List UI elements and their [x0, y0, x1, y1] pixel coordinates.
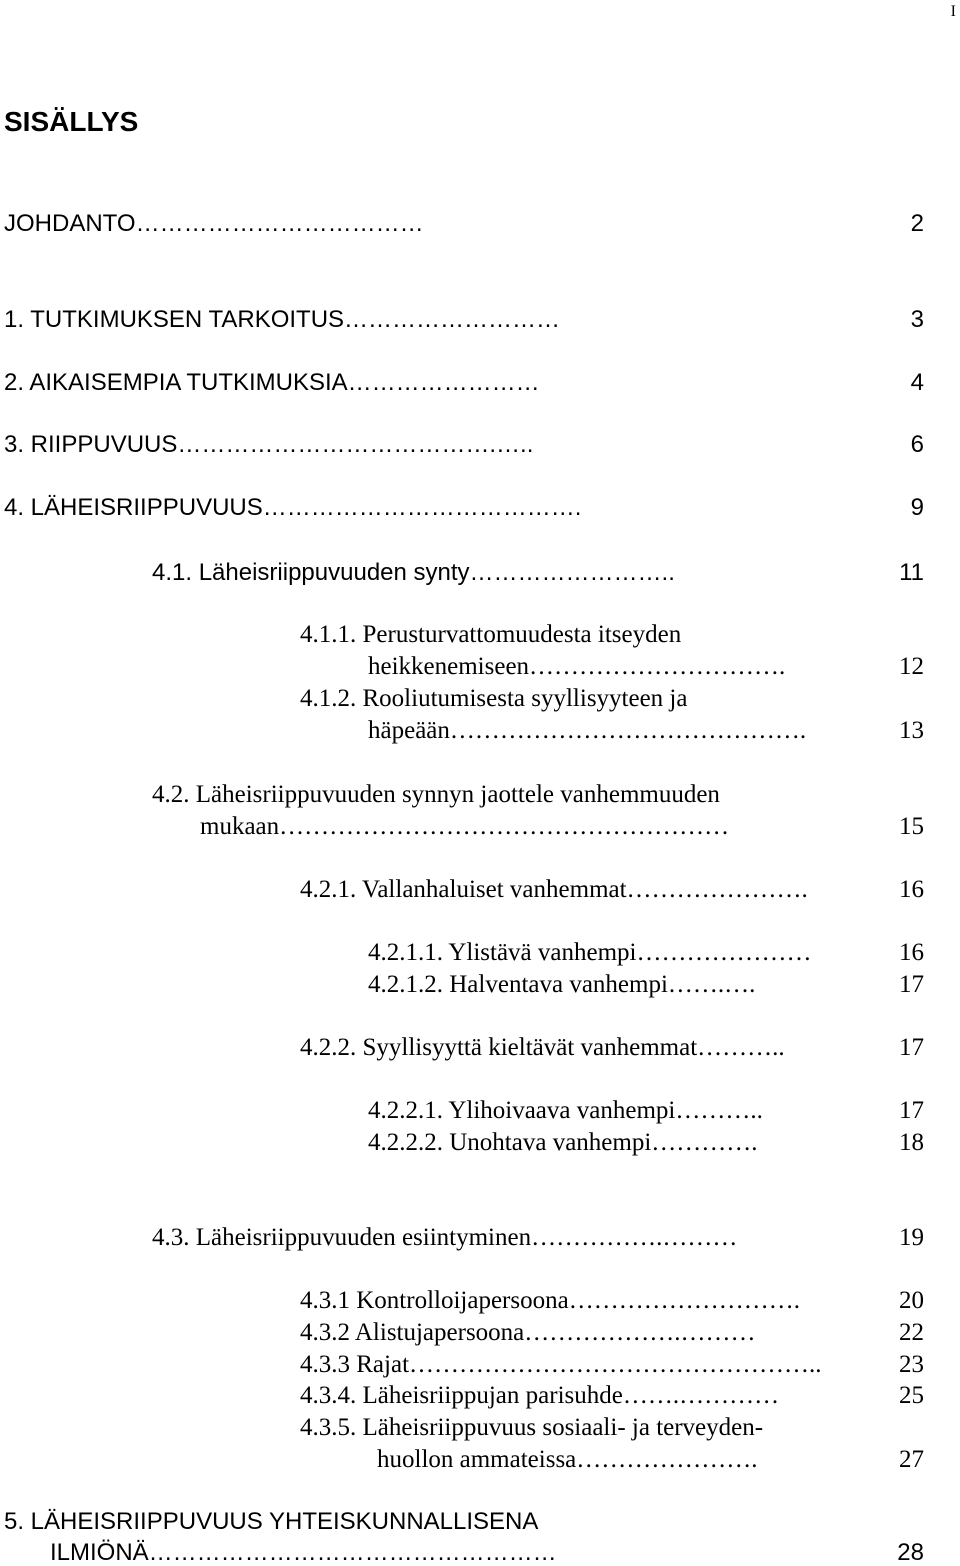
toc-page-number: 23	[899, 1351, 924, 1378]
toc-entry[interactable]: heikkenemiseen………………………….	[368, 653, 786, 680]
toc-page-number: 3	[910, 306, 924, 333]
toc-entry[interactable]: 4.1.2. Rooliutumisesta syyllisyyteen ja	[300, 685, 688, 712]
toc-page-number: 16	[899, 939, 924, 966]
toc-entry[interactable]: 4.3.3 Rajat…………………………………………..	[300, 1351, 822, 1378]
toc-entry[interactable]: 2. AIKAISEMPIA TUTKIMUKSIA……………………	[4, 369, 540, 396]
toc-entry[interactable]: 4.2.1. Vallanhaluiset vanhemmat………………….	[300, 876, 808, 903]
page-title: SISÄLLYS	[4, 106, 139, 137]
toc-page-number: 19	[899, 1224, 924, 1251]
toc-entry[interactable]: JOHDANTO………………………………	[4, 210, 424, 237]
toc-entry[interactable]: 4.1.1. Perusturvattomuudesta itseyden	[300, 621, 682, 648]
toc-page-number: 22	[899, 1319, 924, 1346]
toc-entry[interactable]: 4.3.5. Läheisriippuvuus sosiaali- ja terveyden-	[300, 1414, 764, 1441]
toc-page-number: 2	[910, 210, 924, 237]
toc-entry[interactable]: häpeään…………………………………….	[368, 717, 807, 744]
toc-entry[interactable]: 4. LÄHEISRIIPPUVUUS………………………………….	[4, 494, 582, 521]
toc-page-number: 17	[899, 1034, 924, 1061]
toc-page-number: 25	[899, 1382, 924, 1409]
toc-page-number: 16	[899, 876, 924, 903]
toc-entry[interactable]: mukaan………………………………………………	[200, 813, 730, 840]
toc-page-number: 17	[899, 1097, 924, 1124]
toc-page-number: 6	[910, 431, 924, 458]
toc-page-number: 13	[899, 717, 924, 744]
toc-entry[interactable]: huollon ammateissa………………….	[377, 1446, 758, 1473]
toc-page-number: 12	[899, 653, 924, 680]
toc-entry[interactable]: 4.3.1 Kontrolloijapersoona……………………….	[300, 1287, 800, 1314]
toc-page-number: 17	[899, 971, 924, 998]
toc-entry[interactable]: 4.2.2.1. Ylihoivaava vanhempi………..	[368, 1097, 763, 1124]
toc-page-number: 15	[899, 813, 924, 840]
toc-page-number: 20	[899, 1287, 924, 1314]
toc-entry[interactable]: 4.2. Läheisriippuvuuden synnyn jaottele vanhemmuuden	[152, 781, 720, 808]
toc-entry[interactable]: 1. TUTKIMUKSEN TARKOITUS………………………	[4, 306, 561, 333]
toc-page-number: 18	[899, 1129, 924, 1156]
toc-entry[interactable]: 5. LÄHEISRIIPPUVUUS YHTEISKUNNALLISENA	[4, 1508, 539, 1535]
toc-page-number: 4	[910, 369, 924, 396]
toc-entry[interactable]: 4.3.4. Läheisriippujan parisuhde…….…………	[300, 1382, 780, 1409]
toc-entry[interactable]: 4.2.1.2. Halventava vanhempi…….….	[368, 971, 756, 998]
toc-entry[interactable]: 3. RIIPPUVUUS………………………………….…..	[4, 431, 534, 458]
toc-entry[interactable]: 4.1. Läheisriippuvuuden synty……………………..	[152, 559, 675, 586]
toc-page-number: 28	[897, 1539, 924, 1566]
toc-entry[interactable]: 4.3. Läheisriippuvuuden esiintyminen…………….………	[152, 1224, 738, 1251]
page-number: I	[950, 3, 956, 20]
toc-entry[interactable]: 4.3.2 Alistujapersoona……………….………	[300, 1319, 756, 1346]
toc-entry[interactable]: 4.2.2. Syyllisyyttä kieltävät vanhemmat………..	[300, 1034, 785, 1061]
toc-page-number: 27	[899, 1446, 924, 1473]
toc-entry[interactable]: 4.2.1.1. Ylistävä vanhempi…………………	[368, 939, 812, 966]
toc-entry[interactable]: 4.2.2.2. Unohtava vanhempi………….	[368, 1129, 758, 1156]
toc-page-number: 9	[910, 494, 924, 521]
toc-entry[interactable]: ILMIÖNÄ……………………………………………	[50, 1539, 557, 1566]
toc-page-number: 11	[899, 559, 924, 586]
